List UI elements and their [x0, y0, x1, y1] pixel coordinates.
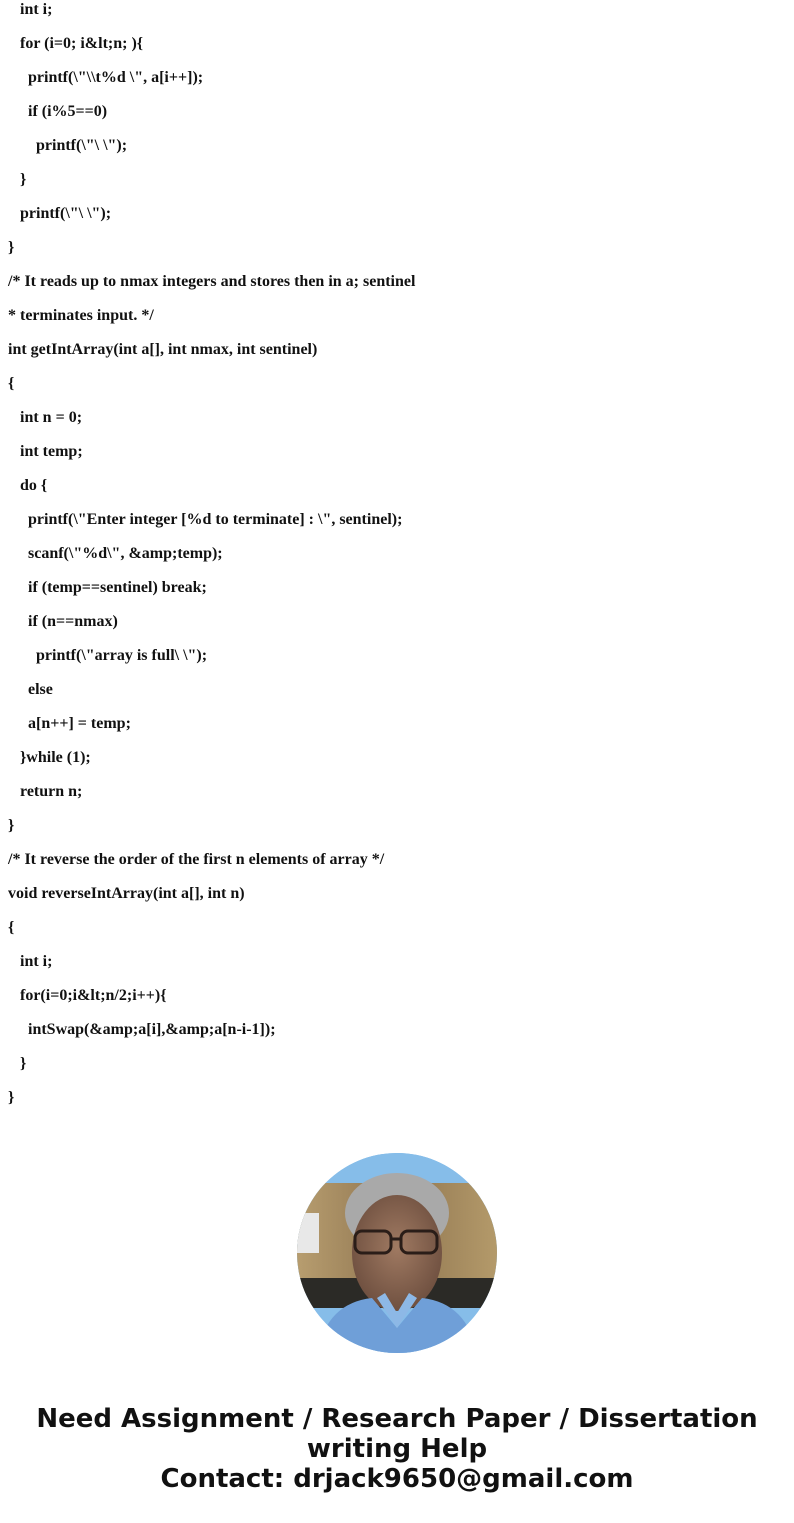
- code-line: }: [8, 817, 15, 834]
- code-line: int temp;: [20, 443, 83, 460]
- code-line: a[n++] = temp;: [28, 715, 131, 732]
- author-photo: [297, 1153, 497, 1353]
- code-line: int n = 0;: [20, 409, 83, 426]
- code-line: if (n==nmax): [28, 613, 118, 630]
- code-line: do {: [20, 477, 48, 494]
- code-line: printf(\"array is full\ \");: [36, 647, 208, 664]
- code-line: int getIntArray(int a[], int nmax, int sentinel): [8, 341, 318, 358]
- code-line: if (i%5==0): [28, 103, 108, 120]
- code-line: scanf(\"%d\", &amp;temp);: [28, 545, 223, 562]
- code-line: }: [20, 1055, 27, 1072]
- code-line: }while (1);: [20, 749, 91, 766]
- promo-line-1: Need Assignment / Research Paper / Dissertation: [36, 1404, 758, 1434]
- code-line: printf(\"\ \");: [36, 137, 128, 154]
- promo-banner: [0, 1404, 794, 1494]
- promo-line-2: writing Help: [306, 1434, 488, 1464]
- code-line: void reverseIntArray(int a[], int n): [8, 885, 245, 902]
- code-line: }: [20, 171, 27, 188]
- code-line: * terminates input. */: [8, 307, 154, 324]
- code-line: }: [8, 1089, 15, 1106]
- code-line: int i;: [20, 953, 53, 970]
- code-line: for (i=0; i&lt;n; ){: [20, 35, 144, 52]
- code-line: }: [8, 239, 15, 256]
- code-line: if (temp==sentinel) break;: [28, 579, 207, 596]
- code-line: printf(\"\\t%d \", a[i++]);: [28, 69, 204, 86]
- code-line: printf(\"Enter integer [%d to terminate] : \", sentinel);: [28, 511, 403, 528]
- promo-contact: Contact: drjack9650@gmail.com: [160, 1464, 634, 1494]
- author-avatar: [297, 1153, 497, 1353]
- code-line: intSwap(&amp;a[i],&amp;a[n-i-1]);: [28, 1021, 276, 1038]
- code-line: /* It reads up to nmax integers and stores then in a; sentinel: [8, 273, 416, 290]
- code-line: for(i=0;i&lt;n/2;i++){: [20, 987, 167, 1004]
- code-line: return n;: [20, 783, 83, 800]
- code-line: printf(\"\ \");: [20, 205, 112, 222]
- code-line: int i;: [20, 1, 53, 18]
- code-line: {: [8, 375, 15, 392]
- code-line: /* It reverse the order of the first n elements of array */: [8, 851, 385, 868]
- code-line: {: [8, 919, 15, 936]
- code-line: else: [28, 681, 53, 698]
